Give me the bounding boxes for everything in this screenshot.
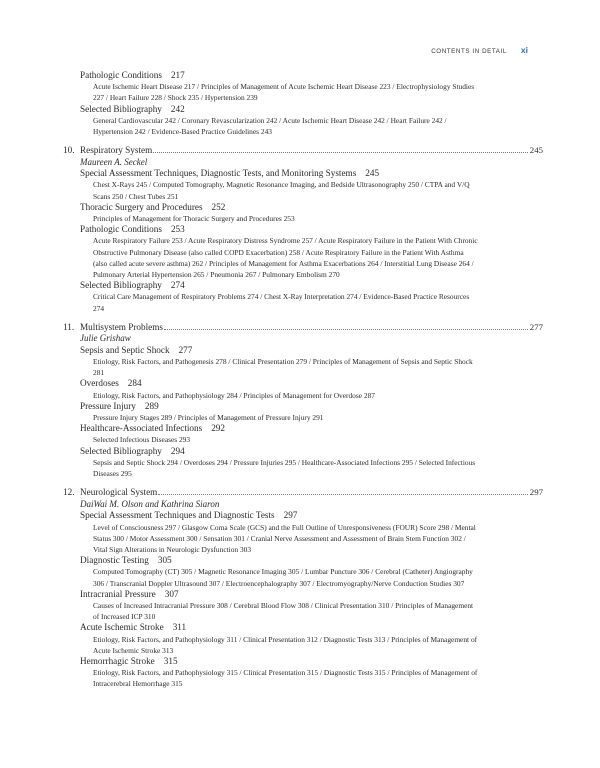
toc-section[interactable] bbox=[80, 622, 543, 633]
section-entries: Causes of Increased Intracranial Pressure 308 / Cerebral Blood Flow 308 / Clinical Presentation 310 / Principles of Management of Increased ICP 310 bbox=[93, 600, 474, 622]
section-entries: Etiology, Risk Factors, and Pathophysiology 315 / Clinical Presentation 315 / Diagnostic Tests 315 / Principles of Management of Intracerebral Hemorrhage 315 bbox=[93, 668, 478, 689]
section-entries: Level of Consciousness 297 / Glasgow Coma Scale (GCS) and the Full Outline of Unresponsiveness (FOUR) Score 298 / Mental Status 300 / Motor Assessment 300 / Sensation 301 / Cranial Nerve Assessment and Assessment of Brain Stem Function 302 / Vital Sign Alterations in Neurologic Dysfunction 303 bbox=[93, 522, 476, 554]
section-page: 284 bbox=[127, 378, 142, 389]
section-page: 307 bbox=[164, 588, 179, 599]
toc-section[interactable] bbox=[80, 168, 543, 179]
section-title: Diagnostic Testing bbox=[80, 555, 149, 566]
chapter-page: 277 bbox=[529, 321, 543, 332]
toc-section[interactable] bbox=[80, 401, 543, 412]
section-page: 292 bbox=[211, 423, 225, 434]
section-page: 242 bbox=[170, 103, 185, 114]
chapter-number: 10. bbox=[63, 145, 75, 156]
section-entries: Chest X-Rays 245 / Computed Tomography, Magnetic Resonance Imaging, and Bedside Ultrasonography 250 / CTPA and V/Q Scans 250 / Chest Tubes 251 bbox=[93, 180, 470, 201]
section-title: Special Assessment Techniques and Diagnostic Tests bbox=[80, 510, 275, 521]
section-entries: Sepsis and Septic Shock 294 / Overdoses 294 / Pressure Injuries 295 / Healthcare-Associated Infections 295 / Selected Infectious Diseases 295 bbox=[93, 457, 476, 479]
toc-section[interactable] bbox=[80, 555, 543, 566]
section-entries: Etiology, Risk Factors, and Pathophysiology 311 / Clinical Presentation 312 / Diagnostic Tests 313 / Principles of Management of Acute Ischemic Stroke 313 bbox=[93, 634, 478, 655]
chapter-heading[interactable] bbox=[63, 322, 543, 334]
toc-section[interactable] bbox=[80, 104, 543, 115]
chapter-title: Respiratory System bbox=[80, 145, 153, 156]
running-head-label: CONTENTS IN DETAIL bbox=[431, 48, 507, 55]
toc-section[interactable] bbox=[80, 202, 543, 213]
section-entries: Acute Ischemic Heart Disease 217 / Principles of Management of Acute Ischemic Heart Disease 223 / Electrophysiology Studies 227 / Heart Failure 228 / Shock 235 / Hypertension 239 bbox=[93, 82, 475, 103]
section-entries: Principles of Management for Thoracic Surgery and Procedures 253 bbox=[93, 214, 295, 224]
chapter-10 bbox=[63, 145, 543, 314]
section-title: Special Assessment Techniques, Diagnostic Tests, and Monitoring Systems bbox=[80, 168, 357, 179]
section-page: 253 bbox=[170, 224, 185, 235]
toc-section[interactable] bbox=[80, 446, 543, 457]
section-page: 289 bbox=[144, 400, 159, 411]
toc-section[interactable] bbox=[80, 510, 543, 521]
toc-section[interactable] bbox=[80, 423, 543, 434]
dot-leader bbox=[164, 328, 528, 330]
section-page: 274 bbox=[170, 280, 185, 291]
toc-section[interactable] bbox=[80, 656, 543, 667]
section-entries: Etiology, Risk Factors, and Pathophysiology 284 / Principles of Management for Overdose 287 bbox=[93, 390, 375, 400]
section-title: Sepsis and Septic Shock bbox=[80, 344, 170, 355]
chapter-author: Maureen A. Seckel bbox=[80, 156, 148, 167]
section-title: Overdoses bbox=[80, 378, 119, 389]
section-page: 315 bbox=[163, 655, 178, 666]
toc-section[interactable] bbox=[80, 280, 543, 291]
section-entries: General Cardiovascular 242 / Coronary Revascularization 242 / Acute Ischemic Heart Disease 242 / Heart Failure 242 / Hypertension 242 / Evidence-Based Practice Guidelines 243 bbox=[93, 115, 447, 137]
running-head bbox=[431, 45, 528, 55]
section-title: Acute Ischemic Stroke bbox=[80, 622, 164, 633]
section-page: 217 bbox=[170, 70, 185, 80]
toc-section[interactable] bbox=[80, 589, 543, 600]
section-page: 311 bbox=[172, 622, 187, 633]
section-page: 305 bbox=[157, 555, 172, 566]
chapter-author: Julie Grishaw bbox=[80, 333, 131, 344]
section-page: 297 bbox=[283, 510, 298, 521]
section-title: Intracranial Pressure bbox=[80, 588, 156, 599]
chapter-title: Multisystem Problems bbox=[80, 321, 163, 332]
chapter-heading[interactable] bbox=[63, 487, 543, 499]
section-entries: Etiology, Risk Factors, and Pathogenesis 278 / Clinical Presentation 279 / Principles of Management of Sepsis and Septic Shock 281 bbox=[93, 357, 473, 378]
section-title: Pathologic Conditions bbox=[80, 70, 162, 80]
chapter-number: 11. bbox=[63, 321, 75, 332]
section-title: Healthcare-Associated Infections bbox=[80, 423, 203, 434]
chapter-author: DaiWai M. Olson and Kathrina Siaron bbox=[80, 498, 220, 509]
chapter-title: Neurological System bbox=[80, 487, 158, 498]
section-page: 294 bbox=[170, 445, 185, 456]
chapter-11 bbox=[63, 322, 543, 479]
chapter-12 bbox=[63, 487, 543, 689]
section-title: Hemorrhagic Stroke bbox=[80, 655, 155, 666]
section-page: 245 bbox=[365, 168, 380, 179]
continued-chapter bbox=[63, 70, 543, 137]
section-title: Thoracic Surgery and Procedures bbox=[80, 201, 203, 212]
section-entries: Selected Infectious Diseases 293 bbox=[93, 435, 191, 445]
toc-section[interactable] bbox=[80, 345, 543, 356]
section-entries: Pressure Injury Stages 289 / Principles of Management of Pressure Injury 291 bbox=[93, 413, 324, 423]
toc-section[interactable] bbox=[80, 224, 543, 235]
section-page: 277 bbox=[178, 344, 193, 355]
section-entries: Computed Tomography (CT) 305 / Magnetic Resonance Imaging 305 / Lumbar Puncture 306 / Cerebral (Catheter) Angiography 306 / Transcranial Doppler Ultrasound 307 / Electroencephalography 307 / Electromyography/Nerve Conduction Studies 307 bbox=[93, 567, 473, 588]
toc-section[interactable] bbox=[80, 378, 543, 389]
chapter-page: 245 bbox=[529, 145, 543, 156]
section-title: Pressure Injury bbox=[80, 400, 136, 411]
section-title: Selected Bibliography bbox=[80, 280, 162, 291]
chapter-heading[interactable] bbox=[63, 145, 543, 157]
section-entries: Acute Respiratory Failure 253 / Acute Respiratory Distress Syndrome 257 / Acute Respiratory Failure in the Patient With Chronic Obstructive Pulmonary Disease (also called COPD Exacerbation) 258 / Acute Respiratory Failure in the Patient With Asthma (also called acute severe asthma) 262 / Principles of Management for Asthma Exacerbations 264 / Interstitial Lung Disease 264 / Pulmonary Arterial Hypertension 265 / Pneumonia 267 / Pulmonary Embolism 270 bbox=[93, 236, 478, 280]
dot-leader bbox=[153, 151, 528, 153]
section-title: Selected Bibliography bbox=[80, 445, 162, 456]
chapter-number: 12. bbox=[63, 487, 75, 498]
toc-section[interactable] bbox=[80, 70, 543, 81]
section-page: 252 bbox=[211, 201, 226, 212]
section-title: Selected Bibliography bbox=[80, 103, 162, 114]
table-of-contents bbox=[63, 70, 543, 690]
dot-leader bbox=[158, 493, 527, 495]
section-title: Pathologic Conditions bbox=[80, 224, 162, 235]
page-number: xi bbox=[520, 45, 528, 55]
chapter-page: 297 bbox=[529, 487, 543, 498]
section-entries: Critical Care Management of Respiratory Problems 274 / Chest X-Ray Interpretation 274 / Evidence-Based Practice Resources 274 bbox=[93, 292, 470, 313]
